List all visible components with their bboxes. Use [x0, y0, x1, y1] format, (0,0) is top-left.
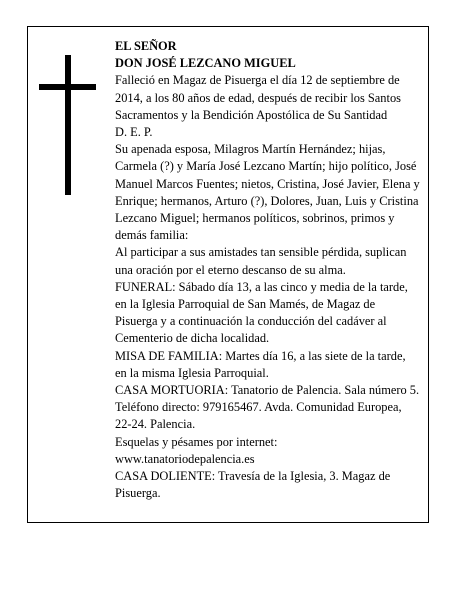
prayer-request: Al participar a sus amistades tan sensible pérdida, suplican una oración por el eterno descanso de su alma. [115, 245, 407, 277]
cross-icon-bar [39, 84, 96, 90]
death-notice: Falleció en Magaz de Pisuerga el día 12 de septiembre de 2014, a los 80 años de edad, después de recibir los Santos Sacramentos y la Bendición Apostólica de Su Santidad [115, 73, 401, 122]
family-mass-info: MISA DE FAMILIA: Martes día 16, a las siete de la tarde, en la misma Iglesia Parroquial. [115, 348, 406, 380]
mortuary-info: CASA MORTUORIA: Tanatorio de Palencia. Sala número 5. Teléfono directo: 979165467. Avda. Comunidad Europea, 22-24. Palencia. [115, 383, 420, 432]
family-list: Su apenada esposa, Milagros Martín Hernández; hijas, Carmela (?) y María José Lezcano Martín; hijo político, José Manuel Marcos Fuentes; nietos, Cristina, José Javier, Elena y Enrique; hermanos, Arturo (?), Dolores, Juan, Luis y Cristina Lezcano Miguel; hermanos políticos, sobrinos, primos y demás familia: [115, 142, 420, 243]
funeral-info: FUNERAL: Sábado día 13, a las cinco y media de la tarde, en la Iglesia Parroquial de San Mamés, de Magaz de Pisuerga y a continuación la conducción del cadáver al Cementerio de dicha localidad. [115, 279, 408, 346]
mourning-house: CASA DOLIENTE: Travesía de la Iglesia, 3. Magaz de Pisuerga. [115, 469, 391, 501]
cross-icon [65, 55, 71, 195]
obituary-text [115, 38, 420, 502]
deceased-name: DON JOSÉ LEZCANO MIGUEL [115, 56, 296, 71]
dep: D. E. P. [115, 125, 153, 140]
heading-line-1: EL SEÑOR [115, 39, 177, 53]
internet-condolences: Esquelas y pésames por internet: www.tanatoriodepalencia.es [115, 434, 278, 466]
